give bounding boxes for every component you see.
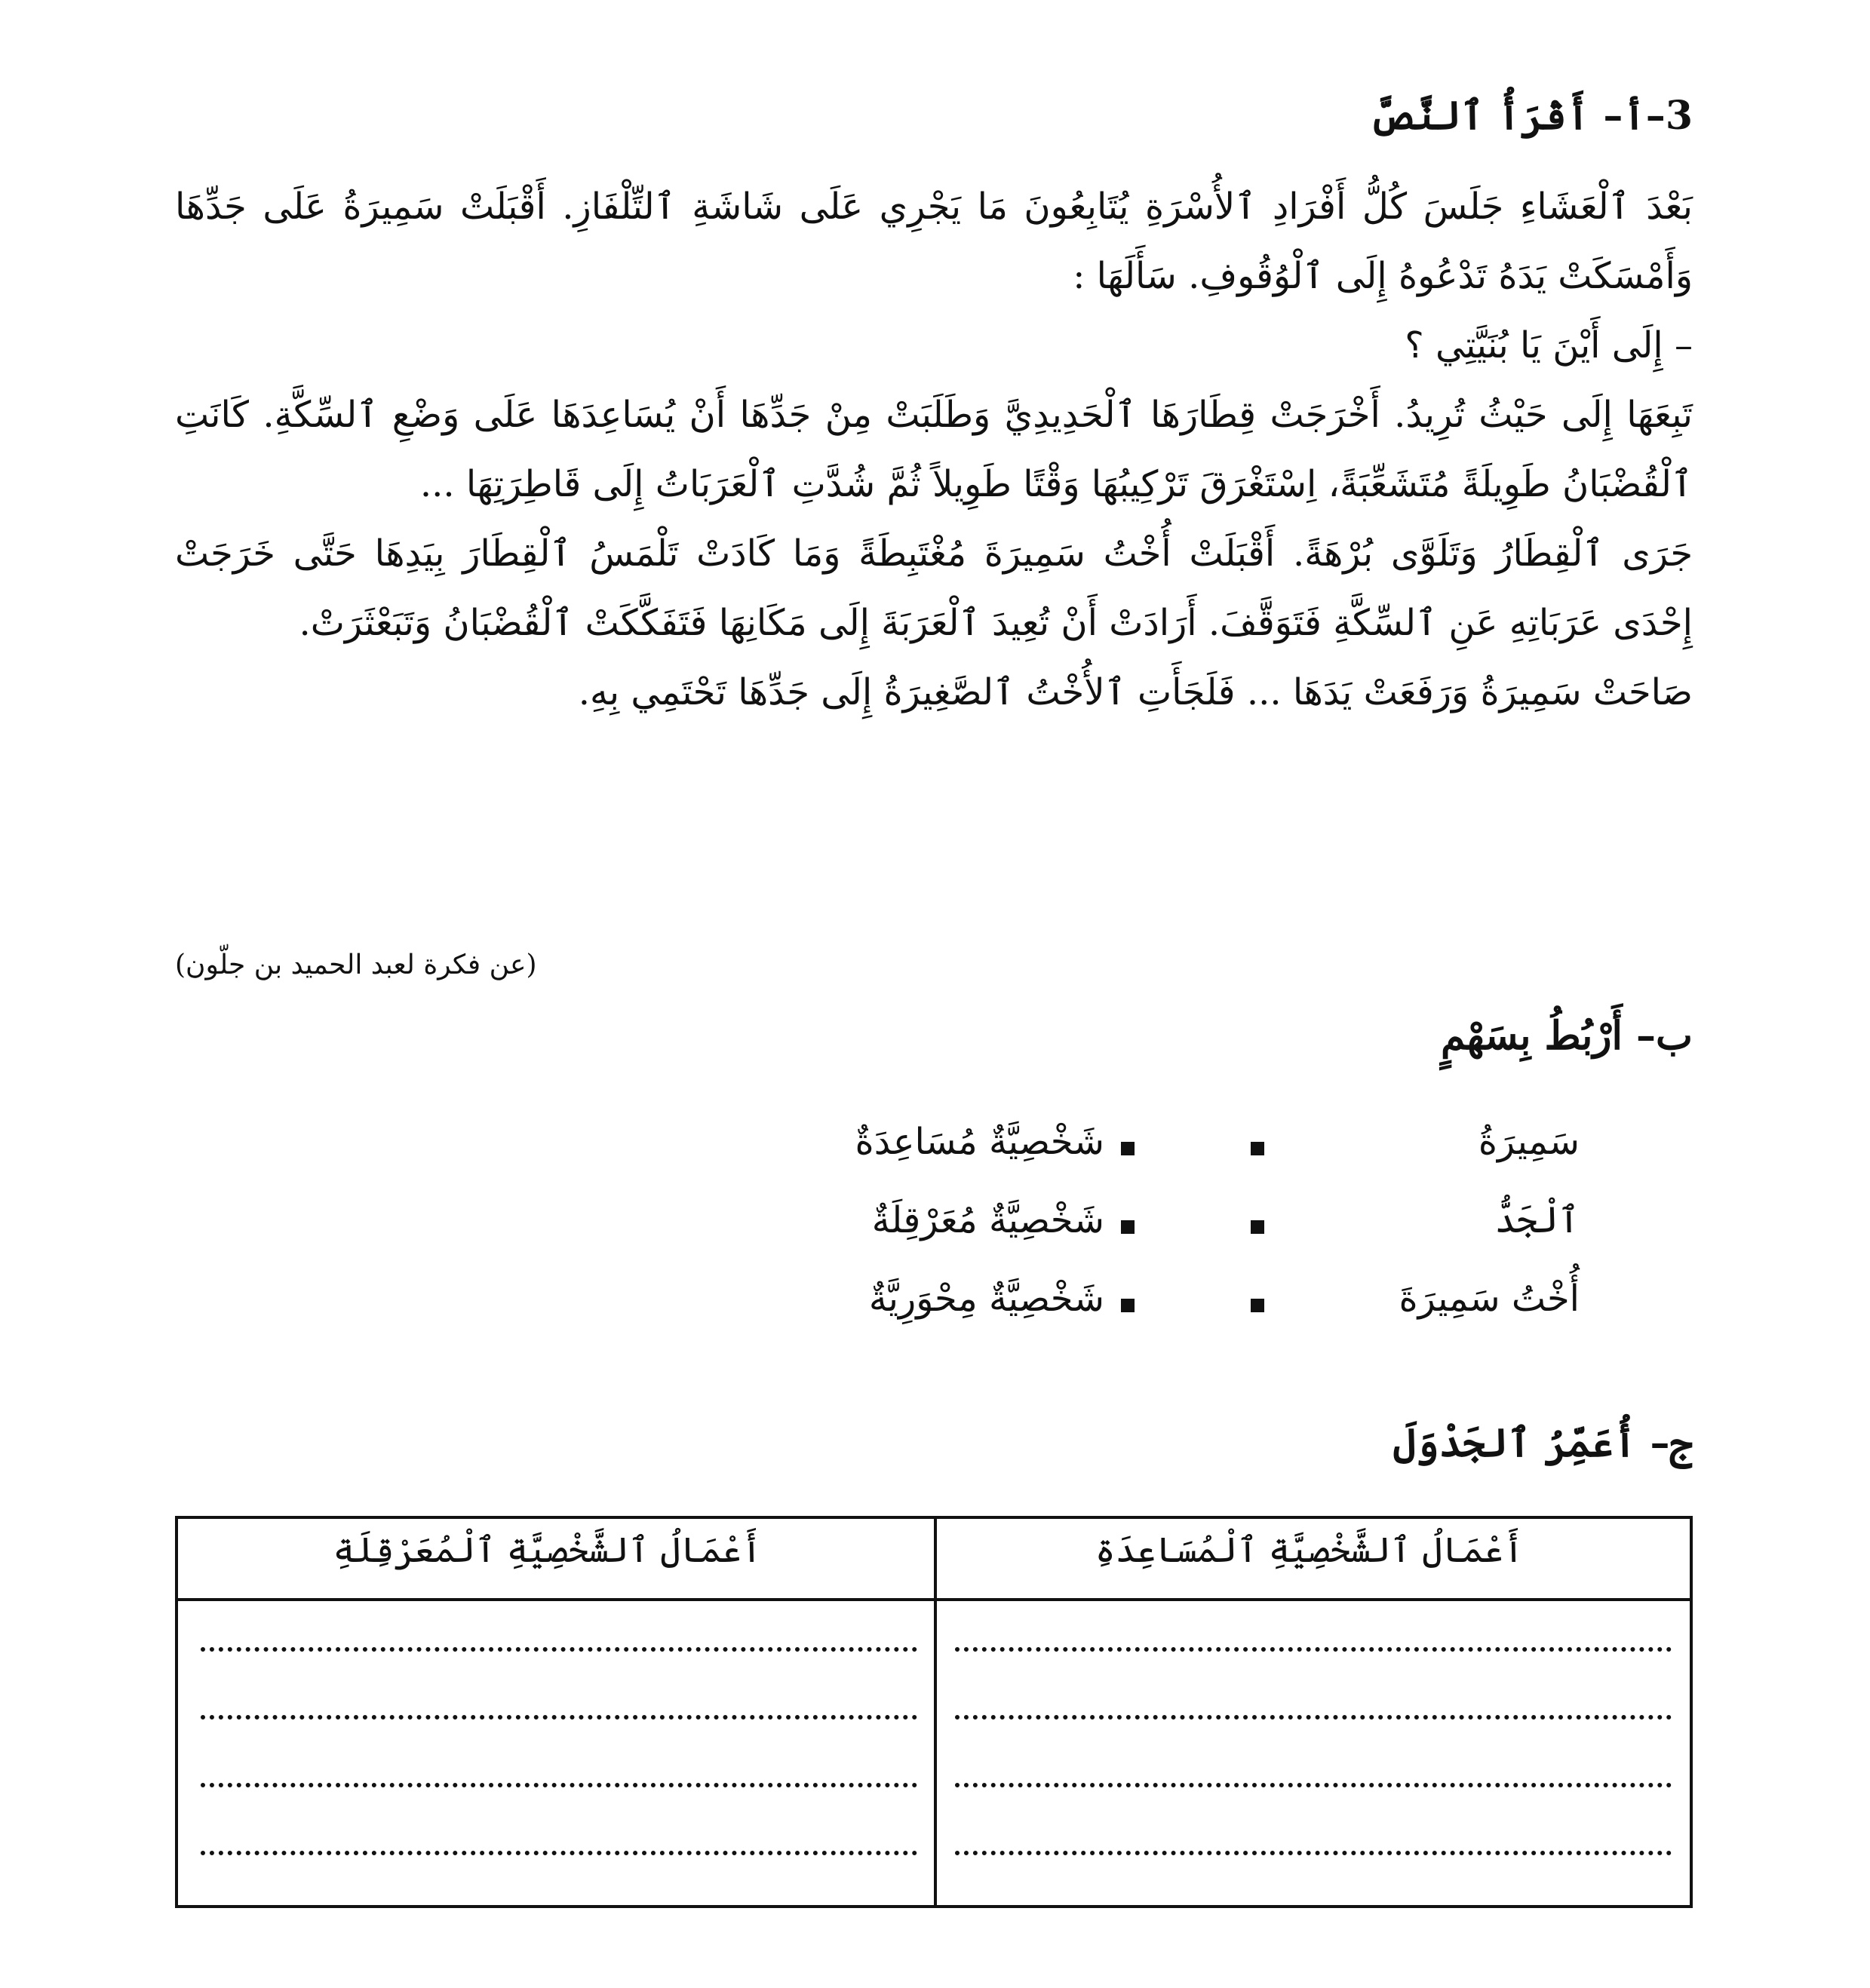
match-row xyxy=(750,1199,1580,1278)
paragraph-4: جَرَى ٱلْقِطَارُ وَتَلَوَّى بُرْهَةً. أَقْبَلَتْ أُخْتُ سَمِيرَةَ مُغْتَبِطَةً وَمَا كَادَتْ تَلْمَسُ ٱلْقِطَارَ بِيَدِهَا حَتَّى خَرَجَتْ إِحْدَى عَرَبَاتِهِ عَنِ ٱلسِّكَّةِ فَتَوَقَّفَ. أَرَادَتْ أَنْ تُعِيدَ ٱلْعَرَبَةَ إِلَى مَكَانِهَا فَتَفَكَّكَتْ ٱلْقُضْبَانُ وَتَبَعْثَرَتْ. xyxy=(175,532,1693,644)
bullet-icon[interactable] xyxy=(1251,1220,1264,1234)
bullet-icon[interactable] xyxy=(1121,1220,1135,1234)
character-role: شَخْصِيَّةٌ مِحْوَرِيَّةٌ xyxy=(868,1278,1104,1320)
table-header-helper-actions: أَعْمَالُ ٱلشَّخْصِيَّةِ ٱلْمُسَاعِدَةِ xyxy=(1095,1529,1524,1570)
answer-line[interactable] xyxy=(955,1647,1672,1652)
character-name: سَمِيرَةُ xyxy=(1478,1121,1580,1163)
bullet-icon[interactable] xyxy=(1121,1142,1135,1155)
bullet-icon[interactable] xyxy=(1251,1142,1264,1155)
answer-line[interactable] xyxy=(955,1851,1672,1855)
source-citation: (عن فكرة لعبد الحميد بن جلّون) xyxy=(175,950,537,980)
reading-text xyxy=(175,172,1693,727)
paragraph-3: تَبِعَهَا إِلَى حَيْثُ تُرِيدُ. أَخْرَجَتْ قِطَارَهَا ٱلْحَدِيدِيَّ وَطَلَبَتْ مِنْ جَدِّهَا أَنْ يُسَاعِدَهَا عَلَى وَضْعِ ٱلسِّكَّةِ. كَانَتِ ٱلْقُضْبَانُ طَوِيلَةً مُتَشَعِّبَةً، اِسْتَغْرَقَ تَرْكِيبُهَا وَقْتًا طَوِيلاً ثُمَّ شُدَّتِ ٱلْعَرَبَاتُ إِلَى قَاطِرَتِهَا ... xyxy=(175,394,1693,505)
answer-line[interactable] xyxy=(201,1851,917,1855)
section-c-heading: ج– أُعَمِّرُ ٱلجَدْوَلَ xyxy=(1393,1420,1693,1466)
character-name: أُخْتُ سَمِيرَةَ xyxy=(1399,1278,1580,1320)
bullet-icon[interactable] xyxy=(1121,1299,1135,1312)
answer-line[interactable] xyxy=(201,1783,917,1787)
match-row xyxy=(750,1278,1580,1356)
character-name: ٱلْجَدُّ xyxy=(1494,1199,1580,1241)
table-column-divider xyxy=(934,1519,937,1905)
worksheet-page xyxy=(175,0,1693,1988)
table-header-divider xyxy=(178,1598,1690,1601)
match-row xyxy=(750,1121,1580,1199)
character-role: شَخْصِيَّةٌ مُعَرْقِلَةٌ xyxy=(871,1199,1104,1241)
section-b-heading: ب– أَرْبُطُ بِسَهْمٍ xyxy=(1441,1013,1693,1059)
section-a-heading: 3–أ– أَقْرَأُ ٱلنَّصَّ xyxy=(1368,93,1693,139)
matching-exercise xyxy=(750,1121,1580,1356)
bullet-icon[interactable] xyxy=(1251,1299,1264,1312)
paragraph-5: صَاحَتْ سَمِيرَةُ وَرَفَعَتْ يَدَهَا ... فَلَجَأَتِ ٱلأُخْتُ ٱلصَّغِيرَةُ إِلَى جَدِّهَا تَحْتَمِي بِهِ. xyxy=(578,671,1693,713)
answer-line[interactable] xyxy=(201,1715,917,1720)
answer-line[interactable] xyxy=(201,1647,917,1652)
answer-table xyxy=(175,1516,1693,1908)
answer-line[interactable] xyxy=(955,1715,1672,1720)
answer-line[interactable] xyxy=(955,1783,1672,1787)
paragraph-2: – إِلَى أَيْنَ يَا بُنَيَّتِي ؟ xyxy=(1405,324,1693,367)
character-role: شَخْصِيَّةٌ مُسَاعِدَةٌ xyxy=(855,1121,1104,1163)
table-header-obstructor-actions: أَعْمَالُ ٱلشَّخْصِيَّةِ ٱلْمُعَرْقِلَةِ xyxy=(333,1529,762,1570)
paragraph-1: بَعْدَ ٱلْعَشَاءِ جَلَسَ كُلُّ أَفْرَادِ ٱلأُسْرَةِ يُتَابِعُونَ مَا يَجْرِي عَلَى شَاشَةِ ٱلتِّلْفَازِ. أَقْبَلَتْ سَمِيرَةُ عَلَى جَدِّهَا وَأَمْسَكَتْ يَدَهُ تَدْعُوهُ إِلَى ٱلْوُقُوفِ. سَأَلَهَا : xyxy=(175,186,1693,297)
